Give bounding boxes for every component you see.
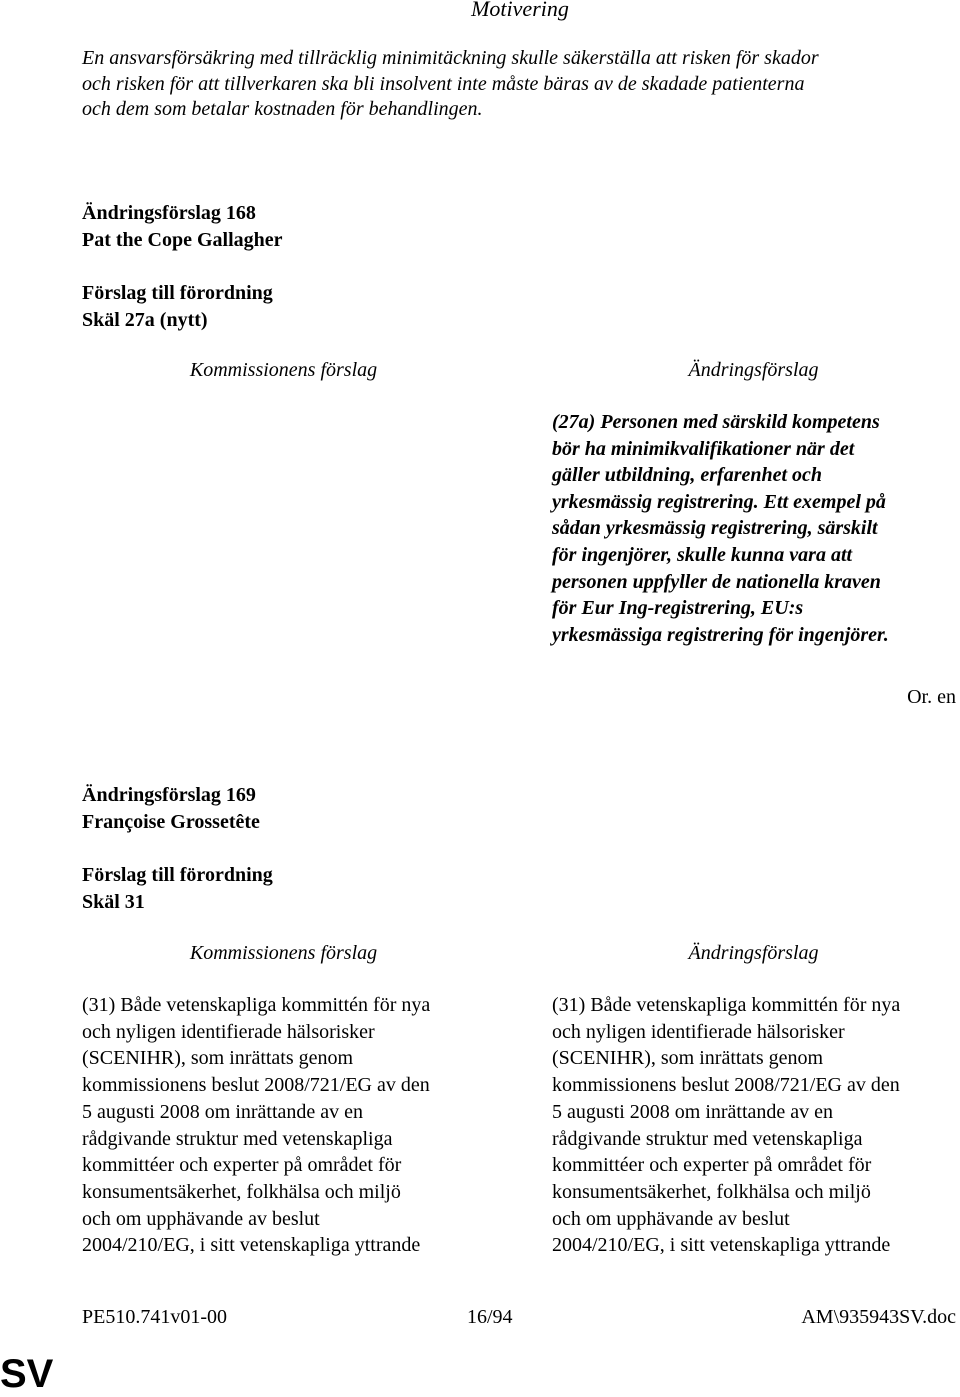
original-language: Or. en (907, 686, 956, 708)
amendment-line: yrkesmässig registrering. Ett exempel på (552, 490, 886, 513)
footer-file-name: AM\935943SV.doc (801, 1306, 956, 1328)
amendment-line: för Eur Ing-registrering, EU:s (552, 597, 804, 620)
commission-line: 5 augusti 2008 om inrättande av en (82, 1100, 364, 1123)
motivation-heading (0, 0, 960, 23)
motivation-paragraph (82, 46, 819, 123)
amendment-line: (31) Både vetenskapliga kommittén för nya (552, 994, 901, 1016)
footer-page-number: 16/94 (467, 1306, 513, 1328)
amendment-line: bör ha minimikvalifikationer när det (552, 437, 855, 460)
amendment-168-col-right-header: Ändringsförslag (688, 359, 819, 381)
amendment-168-col-left-header: Kommissionens förslag (189, 359, 378, 381)
amendment-168-act (82, 280, 273, 334)
amendment-169-left-text (82, 992, 430, 1259)
amendment-line: kommittéer och experter på området för (552, 1154, 872, 1177)
footer-language-code: SV (0, 1352, 54, 1396)
commission-line: och om upphävande av beslut (82, 1207, 320, 1230)
commission-line: kommissionens beslut 2008/721/EG av den (82, 1074, 430, 1097)
amendment-168-right-text (552, 409, 889, 648)
motivation-line: och risken för att tillverkaren ska bli insolvent inte måste bäras av de skadade patienterna (82, 72, 805, 95)
amendment-169-header (82, 782, 260, 836)
amendment-169-col-right-header: Ändringsförslag (688, 942, 819, 964)
amendment-line: (27a) Personen med särskild kompetens (552, 411, 880, 433)
commission-line: kommittéer och experter på området för (82, 1154, 402, 1177)
amendment-169-act (82, 862, 273, 916)
commission-line: 2004/210/EG, i sitt vetenskapliga yttrande (82, 1234, 421, 1257)
amendment-line: sådan yrkesmässig registrering, särskilt (552, 517, 878, 540)
motivation-heading-text: Motivering (471, 0, 569, 21)
commission-line: konsumentsäkerhet, folkhälsa och miljö (82, 1180, 401, 1203)
amendment-line: 5 augusti 2008 om inrättande av en (552, 1100, 834, 1123)
amendment-line: för ingenjörer, skulle kunna vara att (552, 543, 853, 566)
amendment-169-col-left-header: Kommissionens förslag (189, 942, 378, 964)
amendment-168-recital: Skäl 27a (nytt) (82, 309, 208, 331)
amendment-line: och om upphävande av beslut (552, 1207, 790, 1230)
amendment-169-recital: Skäl 31 (82, 891, 145, 913)
commission-line: (SCENIHR), som inrättats genom (82, 1047, 354, 1070)
amendment-line: gäller utbildning, erfarenhet och (552, 464, 823, 487)
amendment-168-author: Pat the Cope Gallagher (82, 229, 283, 251)
amendment-168-act-name: Förslag till förordning (82, 282, 273, 304)
amendment-169-act-name: Förslag till förordning (82, 864, 273, 886)
amendment-line: och nyligen identifierade hälsorisker (552, 1020, 845, 1043)
amendment-168-header (82, 200, 283, 254)
commission-line: (31) Både vetenskapliga kommittén för nya (82, 994, 431, 1016)
amendment-169-title: Ändringsförslag 169 (82, 784, 256, 806)
amendment-line: (SCENIHR), som inrättats genom (552, 1047, 824, 1070)
amendment-line: 2004/210/EG, i sitt vetenskapliga yttrande (552, 1234, 891, 1257)
amendment-line: personen uppfyller de nationella kraven (552, 570, 881, 593)
amendment-line: konsumentsäkerhet, folkhälsa och miljö (552, 1180, 871, 1203)
amendment-169-author: Françoise Grossetête (82, 811, 260, 833)
commission-line: rådgivande struktur med vetenskapliga (82, 1127, 393, 1150)
amendment-line: kommissionens beslut 2008/721/EG av den (552, 1074, 900, 1097)
amendment-line: rådgivande struktur med vetenskapliga (552, 1127, 863, 1150)
amendment-line: yrkesmässiga registrering för ingenjörer. (552, 623, 889, 646)
commission-line: och nyligen identifierade hälsorisker (82, 1020, 375, 1043)
footer-doc-ref: PE510.741v01-00 (82, 1306, 227, 1328)
amendment-168-title: Ändringsförslag 168 (82, 202, 256, 224)
amendment-169-right-text (552, 992, 900, 1259)
motivation-line: och dem som betalar kostnaden för behandlingen. (82, 98, 483, 120)
motivation-line: En ansvarsförsäkring med tillräcklig minimitäckning skulle säkerställa att risken för skador (82, 47, 819, 69)
